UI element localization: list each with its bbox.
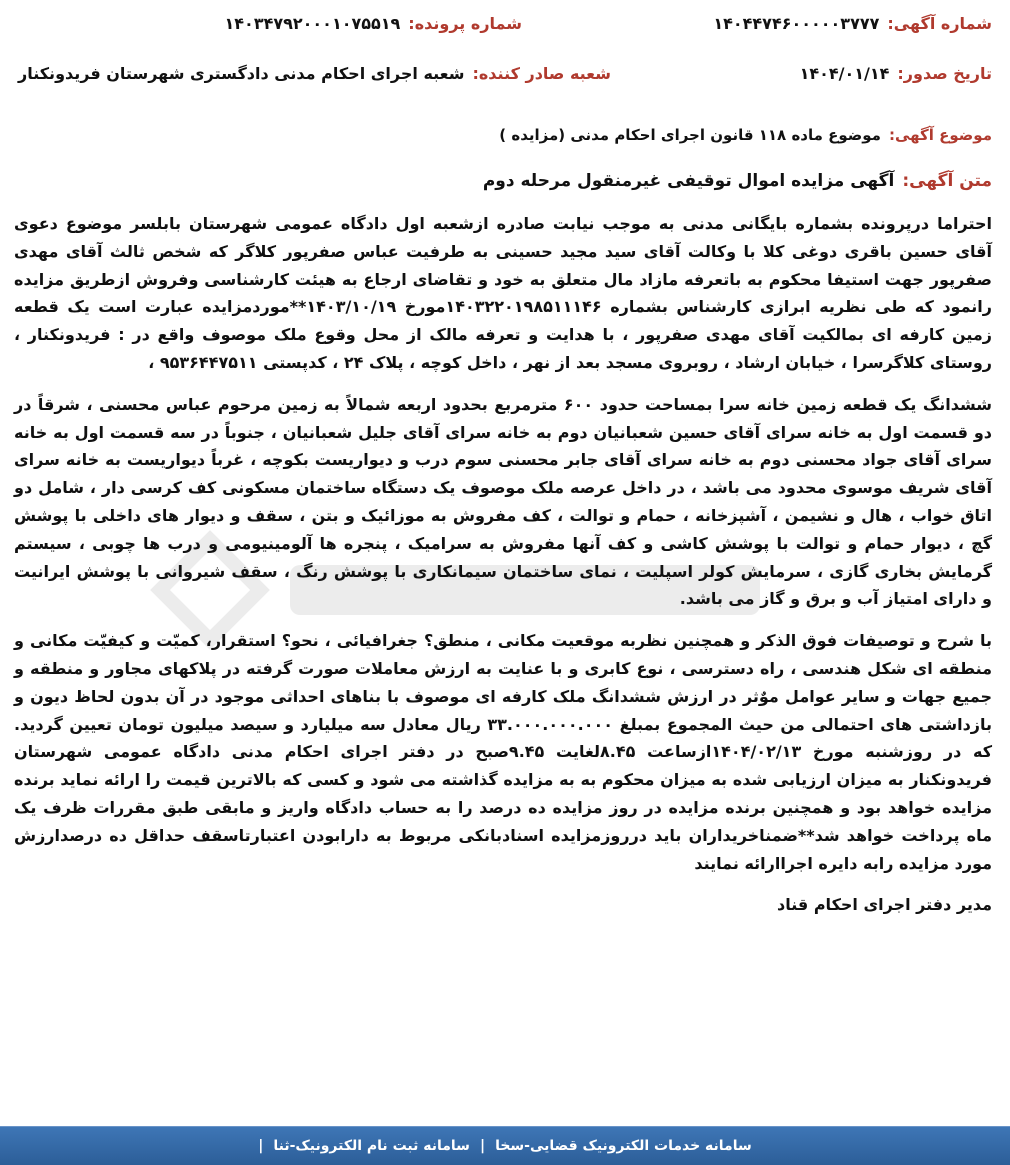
footer-separator: | (479, 1138, 486, 1154)
notice-text-heading (483, 171, 992, 191)
notice-title: آگهی مزایده اموال توقیفی غیرمنقول مرحله دوم (482, 171, 895, 191)
issue-date-label: تاریخ صدور: (897, 64, 992, 83)
header-row-numbers (18, 14, 992, 33)
body-paragraph-2: ششدانگ یک قطعه زمین خانه سرا بمساحت حدود ۶۰۰ مترمربع بحدود اربعه شمالاً به زمین مرحوم عباس محسنی ، شرقاً در دو قسمت اول به خانه سرای آقای حسین شعبانیان دوم به خانه سرای آقای جلیل شعبانیان ، جنوباً در سه قسمت اول به خانه سرای آقای جواد محسنی دوم به خانه سرای آقای جابر محسنی سوم درب و دیواریست بکوچه ، غرباً دیواریست به خانه سرای آقای شریف موسوی محدود می باشد ، در داخل عرصه ملک موصوف یک دستگاه ساختمان مسکونی کف کرسی دار ، شامل دو اتاق خواب ، هال و نشیمن ، آشپزخانه ، حمام و توالت ، کف مفروش به موزائیک و بتن ، سقف و دیوار های داخلی با پوشش گچ ، دیوار حمام و توالت با پوشش کاشی و کف آنها مفروش به سرامیک ، پنجره ها آلومینیومی و درب ها چوبی ، سیستم گرمایش بخاری گازی ، سرمایش کولر اسپلیت ، نمای ساختمان سیمانکاری با پوشش رنگ ، سقف شیروانی با پوشش ایرانیت و دارای امتیاز آب و برق و گاز می باشد. (14, 394, 992, 609)
case-number-label: شماره پرونده: (408, 14, 522, 33)
header-row-issue (18, 64, 992, 83)
issuer-label: شعبه صادر کننده: (472, 64, 611, 83)
notice-number-field (522, 14, 992, 33)
footer-link-sana[interactable]: سامانه ثبت نام الکترونیک-ثنا (273, 1138, 470, 1154)
case-number-field (18, 14, 522, 33)
body-paragraph-3: با شرح و توصیفات فوق الذکر و همچنین نظربه موقعیت مکانی ، منطق؟ جغرافیائی ، نحو؟ استقرار، کمیّت و کیفیّت مکانی و منطقه ای شکل هندسی ، راه دسترسی ، نوع کابری و با عنایت به ارزش معاملات صورت گرفته در پلاکهای مجاور و منطقه و جمیع جهات و سایر عوامل موٌثر در ارزش ششدانگ ملک کارفه ای موصوف با بناهای احداثی موجود در آن بدون لحاظ دیون و بازداشتی های احتمالی من حیث المجموع بمبلغ ۳۳.۰۰۰.۰۰۰.۰۰۰ ریال معادل سه میلیارد و سیصد میلیون تومان تعیین گردید. که در روزشنبه مورخ ۱۴۰۴/۰۲/۱۳ازساعت ۸.۴۵لغایت ۹.۴۵صبح در دفتر اجرای احکام مدنی دادگاه عمومی شهرستان فریدونکنار به میزان ارزیابی شده به میزان محکوم به به مزایده گذاشته می شود و کسی که بالاترین قیمت را ارائه نماید برنده مزایده خواهد بود و همچنین برنده مزایده در روز مزایده ده درصد را به حساب دادگاه واریز و مابقی طبق مقررات ظرف یک ماه پرداخت خواهد شد**ضمناخریداران باید درروزمزایده اسنادبانکی مربوط به دارابودن اعتبارتاسقف حداقل ده درصدارزش مورد مزایده رابه دایره اجراارائه نمایند (14, 631, 993, 873)
notice-number-label: شماره آگهی: (887, 14, 992, 33)
footer-link-sakha[interactable]: سامانه خدمات الکترونیک قضایی-سخا (495, 1138, 752, 1154)
notice-number-value: ۱۴۰۴۴۷۴۶۰۰۰۰۰۳۷۷۷ (713, 14, 880, 33)
issuer-value: شعبه اجرای احکام مدنی دادگستری شهرستان فریدونکنار (18, 64, 465, 83)
subject-value: موضوع ماده ۱۱۸ قانون اجرای احکام مدنی (مزایده ) (499, 126, 881, 144)
body-paragraph-1: احتراما درپرونده بشماره بایگانی مدنی به موجب نیابت صادره ازشعبه اول دادگاه عمومی شهرستان بابلسر موضوع دعوی آقای حسین باقری دوغی کلا با وکالت آقای سید مجید حسینی به طرفیت عباس صفرپور کلاگر که شخص ثالث آقای مهدی صفرپور جهت استیفا محکوم به باتعرفه مازاد مال متعلق به خود و تقاضای ارجاع به هیئت کارشناسی وفروش ازطریق مزایده رانمود که طی نظریه ابرازی کارشناس بشماره ۱۴۰۳۲۲۰۱۹۸۵۱۱۱۴۶مورخ ۱۴۰۳/۱۰/۱۹**موردمزایده عبارت است یک قطعه زمین کارفه ای بمالکیت آقای مهدی صفرپور ، با هدایت و تعرفه مالک از محل وقوع ملک موصوف واقع در : فریدونکنار ، روستای کلاگرسرا ، خیابان ارشاد ، روبروی مسجد بعد از نهر ، داخل کوچه ، پلاک ۲۴ ، کدپستی ۹۵۳۶۴۴۷۵۱۱ ، (14, 214, 992, 372)
issue-date-field (611, 64, 992, 83)
case-number-value: ۱۴۰۳۴۷۹۲۰۰۰۱۰۷۵۵۱۹ (224, 14, 401, 33)
subject-label: موضوع آگهی: (888, 126, 992, 144)
footer-bar (0, 1126, 1010, 1165)
issuer-field (18, 64, 611, 83)
notice-subject (499, 126, 992, 144)
issue-date-value: ۱۴۰۴/۰۱/۱۴ (799, 64, 890, 83)
signature: مدیر دفتر اجرای احکام قناد (777, 895, 992, 915)
footer-separator-end: | (258, 1138, 264, 1154)
notice-text-label: متن آگهی: (902, 171, 992, 191)
notice-body (14, 210, 992, 933)
